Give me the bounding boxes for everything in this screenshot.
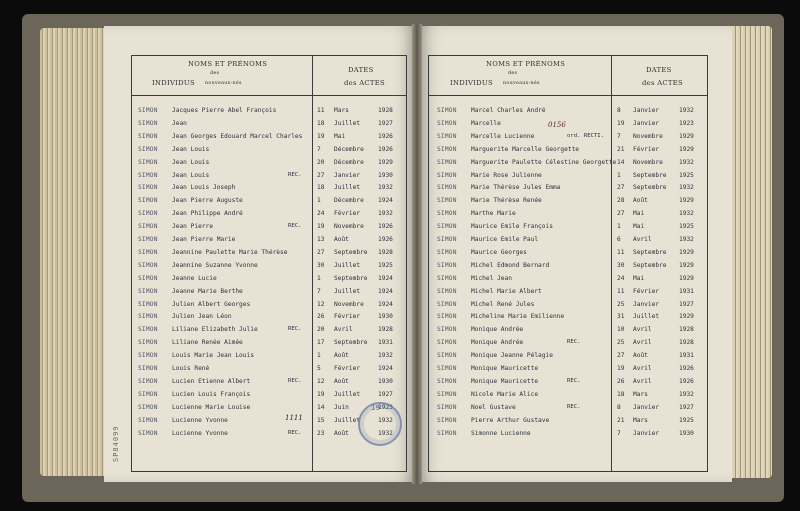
entry-given: Lucien Etienne Albert <box>172 377 251 385</box>
left-header-des: des <box>210 71 220 76</box>
entry-rec: REC. <box>567 403 581 410</box>
entry-surname: SIMON <box>437 300 457 308</box>
entry-year: 1932 <box>378 416 393 424</box>
entry-surname: SIMON <box>437 210 457 218</box>
entry-year: 1924 <box>378 365 393 372</box>
entry-year: 1932 <box>679 236 694 243</box>
entry-surname: SIMON <box>138 261 158 269</box>
page-edges-right <box>728 26 772 478</box>
archive-stamp-icon <box>358 402 402 446</box>
entry-surname: SIMON <box>437 158 457 166</box>
entry-day: 19 <box>317 132 325 140</box>
entry-day: 11 <box>617 287 625 295</box>
entry-day: 19 <box>317 223 325 231</box>
right-header-des-actes: des ACTES <box>642 79 683 87</box>
entry-month: Janvier <box>633 429 660 437</box>
entry-given: Jean Pierre Auguste <box>172 197 243 205</box>
entry-day: 7 <box>317 287 321 295</box>
entry-rec: REC. <box>288 223 302 230</box>
entry-given: Jean Georges Edouard Marcel Charles <box>172 132 303 140</box>
entry-month: Février <box>334 313 361 321</box>
entry-month: Décembre <box>334 197 364 205</box>
entry-surname: SIMON <box>138 248 158 256</box>
entry-month: Avril <box>633 339 652 347</box>
entry-year: 1930 <box>378 313 393 321</box>
entry-year: 1929 <box>679 132 694 140</box>
entry-day: 24 <box>317 210 325 218</box>
entry-day: 6 <box>617 236 621 243</box>
entry-year: 1927 <box>679 300 694 308</box>
right-header-individus: INDIVIDUS <box>450 79 493 87</box>
entry-given: Lucienne Yvonne <box>172 416 228 424</box>
entry-surname: SIMON <box>437 223 457 231</box>
entry-month: Septembre <box>633 184 667 192</box>
entry-surname: SIMON <box>138 326 158 334</box>
entry-given: Marie Rose Julienne <box>471 171 542 179</box>
entry-month: Avril <box>334 326 353 334</box>
entry-given: Julien Albert Georges <box>172 300 251 308</box>
entry-year: 1932 <box>378 210 393 218</box>
entry-year: 1932 <box>679 158 694 166</box>
page-edges-left <box>40 28 110 476</box>
entry-month: Septembre <box>334 274 368 282</box>
entry-given: Marguerite Paulette Célestine Georgette <box>471 158 617 166</box>
entry-surname: SIMON <box>437 377 457 385</box>
entry-given: Monique Mauricette <box>471 365 539 372</box>
entry-given: Jean Louis <box>172 145 210 153</box>
entry-surname: SIMON <box>437 365 457 372</box>
entry-day: 31 <box>617 313 625 321</box>
entry-surname: SIMON <box>437 184 457 192</box>
entry-year: 1931 <box>378 339 393 347</box>
entry-day: 18 <box>317 184 325 192</box>
entry-given: Louis René <box>172 365 210 372</box>
right-header-rule <box>428 95 707 96</box>
entry-day: 30 <box>317 261 325 269</box>
entry-year: 1923 <box>378 403 393 411</box>
entry-given: Lucienne Yvonne <box>172 429 228 437</box>
left-header-rule <box>131 95 406 96</box>
entry-given: Liliane Renée Aimée <box>172 339 243 347</box>
entry-year: 1925 <box>378 261 393 269</box>
entry-given: Marcelle <box>471 119 501 127</box>
entry-year: 1926 <box>378 236 393 243</box>
entry-year: 1929 <box>679 145 694 153</box>
entry-day: 20 <box>317 326 325 334</box>
entry-given: Jean Louis Joseph <box>172 184 236 192</box>
entry-given: Jeannine Paulette Marie Thérèse <box>172 248 288 256</box>
entry-day: 26 <box>317 313 325 321</box>
entry-surname: SIMON <box>437 236 457 243</box>
entry-month: Juillet <box>334 261 361 269</box>
entry-surname: SIMON <box>437 274 457 282</box>
entry-day: 19 <box>617 119 625 127</box>
entry-month: Août <box>334 429 349 437</box>
entry-given: Noel Gustave <box>471 403 516 411</box>
entry-year: 1930 <box>679 429 694 437</box>
entry-given: Julien Jean Léon <box>172 313 232 321</box>
entry-surname: SIMON <box>437 261 457 269</box>
entry-day: 28 <box>617 197 625 205</box>
entry-rec: REC. <box>567 377 581 384</box>
entry-year: 1923 <box>679 119 694 127</box>
entry-year: 1924 <box>378 197 393 205</box>
entry-day: 14 <box>617 158 625 166</box>
entry-month: Juillet <box>633 313 660 321</box>
entry-month: Septembre <box>334 339 368 347</box>
entry-surname: SIMON <box>437 313 457 321</box>
entry-year: 1924 <box>378 300 393 308</box>
entry-month: Novembre <box>334 223 364 231</box>
left-date-column-divider <box>312 55 313 471</box>
entry-rec: REC. <box>567 339 581 346</box>
entry-given: Marcelle Lucienne <box>471 132 535 140</box>
entry-rec: REC. <box>288 377 302 384</box>
entry-surname: SIMON <box>138 171 158 179</box>
entry-day: 7 <box>617 429 621 437</box>
entry-year: 1925 <box>679 171 694 179</box>
entry-given: Maurice Emile François <box>471 223 553 231</box>
entry-month: Décembre <box>334 158 364 166</box>
entry-surname: SIMON <box>437 119 457 127</box>
entry-surname: SIMON <box>437 416 457 424</box>
entry-given: Michel Jean <box>471 274 512 282</box>
entry-day: 15 <box>317 416 325 424</box>
entry-surname: SIMON <box>138 365 158 372</box>
entry-day: 7 <box>617 132 621 140</box>
entry-year: 1932 <box>679 184 694 192</box>
entry-month: Avril <box>633 236 652 243</box>
entry-surname: SIMON <box>437 107 457 114</box>
entry-year: 1928 <box>378 107 393 114</box>
entry-given: Jean Pierre <box>172 223 213 231</box>
right-header-dates: DATES <box>646 66 672 74</box>
entry-month: Mars <box>633 390 648 398</box>
entry-day: 20 <box>317 158 325 166</box>
entry-rec: REC. <box>288 171 302 178</box>
handwritten-note-right: 0156 <box>548 121 566 129</box>
entry-day: 23 <box>317 429 325 437</box>
entry-surname: SIMON <box>437 352 457 360</box>
entry-year: 1932 <box>378 429 393 437</box>
entry-year: 1932 <box>679 107 694 114</box>
entry-day: 26 <box>617 377 625 385</box>
entry-month: Août <box>334 377 349 385</box>
entry-year: 1924 <box>378 287 393 295</box>
entry-surname: SIMON <box>138 158 158 166</box>
entry-rec: ord. RECTI. <box>567 132 605 139</box>
entry-surname: SIMON <box>437 390 457 398</box>
entry-given: Jeanne Lucie <box>172 274 217 282</box>
entry-given: Marguerite Marcelle Georgette <box>471 145 580 153</box>
entry-month: Juillet <box>334 119 361 127</box>
left-header-dates: DATES <box>348 66 374 74</box>
entry-surname: SIMON <box>437 248 457 256</box>
entry-year: 1929 <box>679 261 694 269</box>
entry-given: Louis Marie Jean Louis <box>172 352 254 360</box>
entry-month: Juillet <box>334 416 361 424</box>
entry-year: 1929 <box>378 158 393 166</box>
entry-month: Août <box>334 236 349 243</box>
entry-given: Jeannine Suzanne Yvonne <box>172 261 258 269</box>
entry-year: 1928 <box>378 326 393 334</box>
entry-year: 1932 <box>679 210 694 218</box>
right-date-column-divider <box>611 55 612 471</box>
entry-day: 27 <box>617 184 625 192</box>
entry-year: 1927 <box>378 390 393 398</box>
entry-year: 1924 <box>378 274 393 282</box>
entry-month: Janvier <box>633 107 660 114</box>
entry-day: 1 <box>317 197 321 205</box>
entry-year: 1931 <box>679 352 694 360</box>
entry-day: 19 <box>317 390 325 398</box>
entry-year: 1930 <box>378 171 393 179</box>
entry-day: 12 <box>317 377 325 385</box>
entry-year: 1927 <box>378 119 393 127</box>
entry-month: Décembre <box>334 145 364 153</box>
entry-year: 1932 <box>679 390 694 398</box>
entry-year: 1925 <box>679 416 694 424</box>
handwritten-note-left: 1111 <box>285 414 303 422</box>
entry-given: Jean Louis <box>172 158 210 166</box>
entry-given: Lucien Louis François <box>172 390 251 398</box>
entry-given: Liliane Elizabeth Julie <box>172 326 258 334</box>
entry-surname: SIMON <box>138 287 158 295</box>
entry-surname: SIMON <box>138 390 158 398</box>
entry-surname: SIMON <box>138 300 158 308</box>
entry-given: Simonne Lucienne <box>471 429 531 437</box>
entry-month: Janvier <box>633 300 660 308</box>
entry-day: 19 <box>617 365 625 372</box>
entry-day: 1 <box>317 352 321 360</box>
entry-surname: SIMON <box>437 429 457 437</box>
entry-surname: SIMON <box>138 339 158 347</box>
entry-rec: REC. <box>288 429 302 436</box>
entry-surname: SIMON <box>138 274 158 282</box>
entry-given: Monique Mauricette <box>471 377 539 385</box>
entry-surname: SIMON <box>138 197 158 205</box>
entry-surname: SIMON <box>437 171 457 179</box>
entry-month: Février <box>334 365 361 372</box>
entry-given: Marcel Charles André <box>471 107 546 114</box>
entry-given: Jean Pierre Marie <box>172 236 236 243</box>
entry-year: 1926 <box>378 223 393 231</box>
entry-surname: SIMON <box>138 107 158 114</box>
entry-day: 27 <box>617 352 625 360</box>
entry-surname: SIMON <box>437 287 457 295</box>
entry-month: Avril <box>633 365 652 372</box>
entry-given: Lucienne Marie Louise <box>172 403 251 411</box>
entry-surname: SIMON <box>437 132 457 140</box>
entry-surname: SIMON <box>138 313 158 321</box>
right-header-nouveaux: nouveaux-nés <box>503 81 540 86</box>
entry-month: Novembre <box>633 158 663 166</box>
entry-surname: SIMON <box>138 429 158 437</box>
entry-given: Monique Jeanne Pélagie <box>471 352 553 360</box>
entry-year: 1932 <box>378 184 393 192</box>
entry-surname: SIMON <box>138 145 158 153</box>
entry-year: 1929 <box>679 197 694 205</box>
entry-day: 7 <box>317 145 321 153</box>
entry-day: 27 <box>317 248 325 256</box>
entry-month: Juillet <box>334 390 361 398</box>
entry-given: Jean Louis <box>172 171 210 179</box>
entry-year: 1928 <box>679 326 694 334</box>
entry-month: Avril <box>633 377 652 385</box>
entry-month: Mars <box>334 107 349 114</box>
entry-surname: SIMON <box>138 352 158 360</box>
entry-year: 1928 <box>378 248 393 256</box>
entry-surname: SIMON <box>437 197 457 205</box>
entry-day: 1 <box>617 171 621 179</box>
entry-month: Janvier <box>633 119 660 127</box>
entry-surname: SIMON <box>138 403 158 411</box>
entry-given: Jacques Pierre Abel François <box>172 107 277 114</box>
entry-surname: SIMON <box>437 339 457 347</box>
entry-day: 14 <box>317 403 325 411</box>
entry-year: 1929 <box>679 274 694 282</box>
entry-month: Mai <box>334 132 346 140</box>
entry-day: 12 <box>317 300 325 308</box>
entry-year: 1926 <box>679 377 694 385</box>
entry-month: Février <box>334 210 361 218</box>
entry-day: 25 <box>617 300 625 308</box>
entry-given: Michel René Jules <box>471 300 535 308</box>
entry-given: Jean Philippe André <box>172 210 243 218</box>
entry-month: Novembre <box>334 300 364 308</box>
entry-surname: SIMON <box>138 119 158 127</box>
entry-surname: SIMON <box>138 416 158 424</box>
entry-day: 1 <box>317 274 321 282</box>
entry-month: Février <box>633 145 660 153</box>
entry-day: 21 <box>617 145 625 153</box>
entry-month: Septembre <box>633 171 667 179</box>
entry-month: Février <box>633 287 660 295</box>
entry-year: 1925 <box>679 223 694 231</box>
entry-given: Jean <box>172 119 187 127</box>
entry-surname: SIMON <box>138 223 158 231</box>
entry-year: 1927 <box>679 403 694 411</box>
entry-day: 27 <box>317 171 325 179</box>
entry-month: Novembre <box>633 132 663 140</box>
entry-day: 11 <box>617 248 625 256</box>
entry-day: 5 <box>317 365 321 372</box>
entry-year: 1931 <box>679 287 694 295</box>
entry-given: Maurice Emile Paul <box>471 236 539 243</box>
entry-month: Mai <box>633 274 645 282</box>
entry-year: 1926 <box>679 365 694 372</box>
entry-month: Juin <box>334 403 349 411</box>
entry-given: Michel Marie Albert <box>471 287 542 295</box>
entry-year: 1928 <box>679 339 694 347</box>
entry-surname: SIMON <box>138 210 158 218</box>
stamp-number: 19 <box>371 404 380 412</box>
entry-year: 1929 <box>679 248 694 256</box>
entry-given: Nicole Marie Alice <box>471 390 539 398</box>
entry-day: 8 <box>617 403 621 411</box>
entry-day: 25 <box>617 339 625 347</box>
entry-year: 1926 <box>378 145 393 153</box>
book-gutter <box>412 24 422 484</box>
entry-day: 8 <box>617 107 621 114</box>
entry-given: Maurice Georges <box>471 248 527 256</box>
entry-day: 27 <box>617 210 625 218</box>
entry-month: Septembre <box>633 248 667 256</box>
left-header-nouveaux: nouveaux-nés <box>205 81 242 86</box>
entry-surname: SIMON <box>138 132 158 140</box>
entry-surname: SIMON <box>437 403 457 411</box>
right-header-names: NOMS ET PRÉNOMS <box>486 60 566 68</box>
entry-day: 30 <box>617 261 625 269</box>
entry-month: Août <box>633 352 648 360</box>
entry-month: Septembre <box>334 248 368 256</box>
entry-month: Août <box>633 197 648 205</box>
entry-year: 1932 <box>378 352 393 360</box>
entry-rec: REC. <box>288 326 302 333</box>
entry-day: 10 <box>617 326 625 334</box>
left-header-des-actes: des ACTES <box>344 79 385 87</box>
entry-given: Pierre Arthur Gustave <box>471 416 550 424</box>
entry-day: 11 <box>317 107 325 114</box>
entry-given: Marie Thérèse Renée <box>471 197 542 205</box>
entry-day: 18 <box>617 390 625 398</box>
entry-surname: SIMON <box>437 326 457 334</box>
entry-surname: SIMON <box>138 236 158 243</box>
entry-day: 17 <box>317 339 325 347</box>
entry-given: Michel Edmond Bernard <box>471 261 550 269</box>
entry-month: Janvier <box>334 171 361 179</box>
entry-day: 1 <box>617 223 621 231</box>
left-header-names: NOMS ET PRÉNOMS <box>188 60 268 68</box>
entry-given: Marthe Marie <box>471 210 516 218</box>
right-header-des: des <box>508 71 518 76</box>
left-header-individus: INDIVIDUS <box>152 79 195 87</box>
entry-month: Janvier <box>633 403 660 411</box>
entry-surname: SIMON <box>138 377 158 385</box>
entry-month: Avril <box>633 326 652 334</box>
entry-given: Micheline Marie Emilienne <box>471 313 565 321</box>
entry-month: Mai <box>633 210 645 218</box>
entry-month: Septembre <box>633 261 667 269</box>
entry-given: Marie Thérèse Jules Emma <box>471 184 561 192</box>
entry-surname: SIMON <box>138 184 158 192</box>
entry-month: Mars <box>633 416 648 424</box>
entry-day: 21 <box>617 416 625 424</box>
entry-day: 24 <box>617 274 625 282</box>
entry-given: Jeanne Marie Berthe <box>172 287 243 295</box>
entry-year: 1926 <box>378 132 393 140</box>
entry-month: Juillet <box>334 184 361 192</box>
entry-surname: SIMON <box>437 145 457 153</box>
entry-month: Août <box>334 352 349 360</box>
entry-month: Mai <box>633 223 645 231</box>
entry-day: 18 <box>317 119 325 127</box>
entry-year: 1930 <box>378 377 393 385</box>
entry-given: Monique Andrée <box>471 326 524 334</box>
entry-given: Monique Andrée <box>471 339 524 347</box>
entry-year: 1929 <box>679 313 694 321</box>
entry-day: 13 <box>317 236 325 243</box>
entry-month: Juillet <box>334 287 361 295</box>
spine-number: SP84099 <box>112 425 120 462</box>
